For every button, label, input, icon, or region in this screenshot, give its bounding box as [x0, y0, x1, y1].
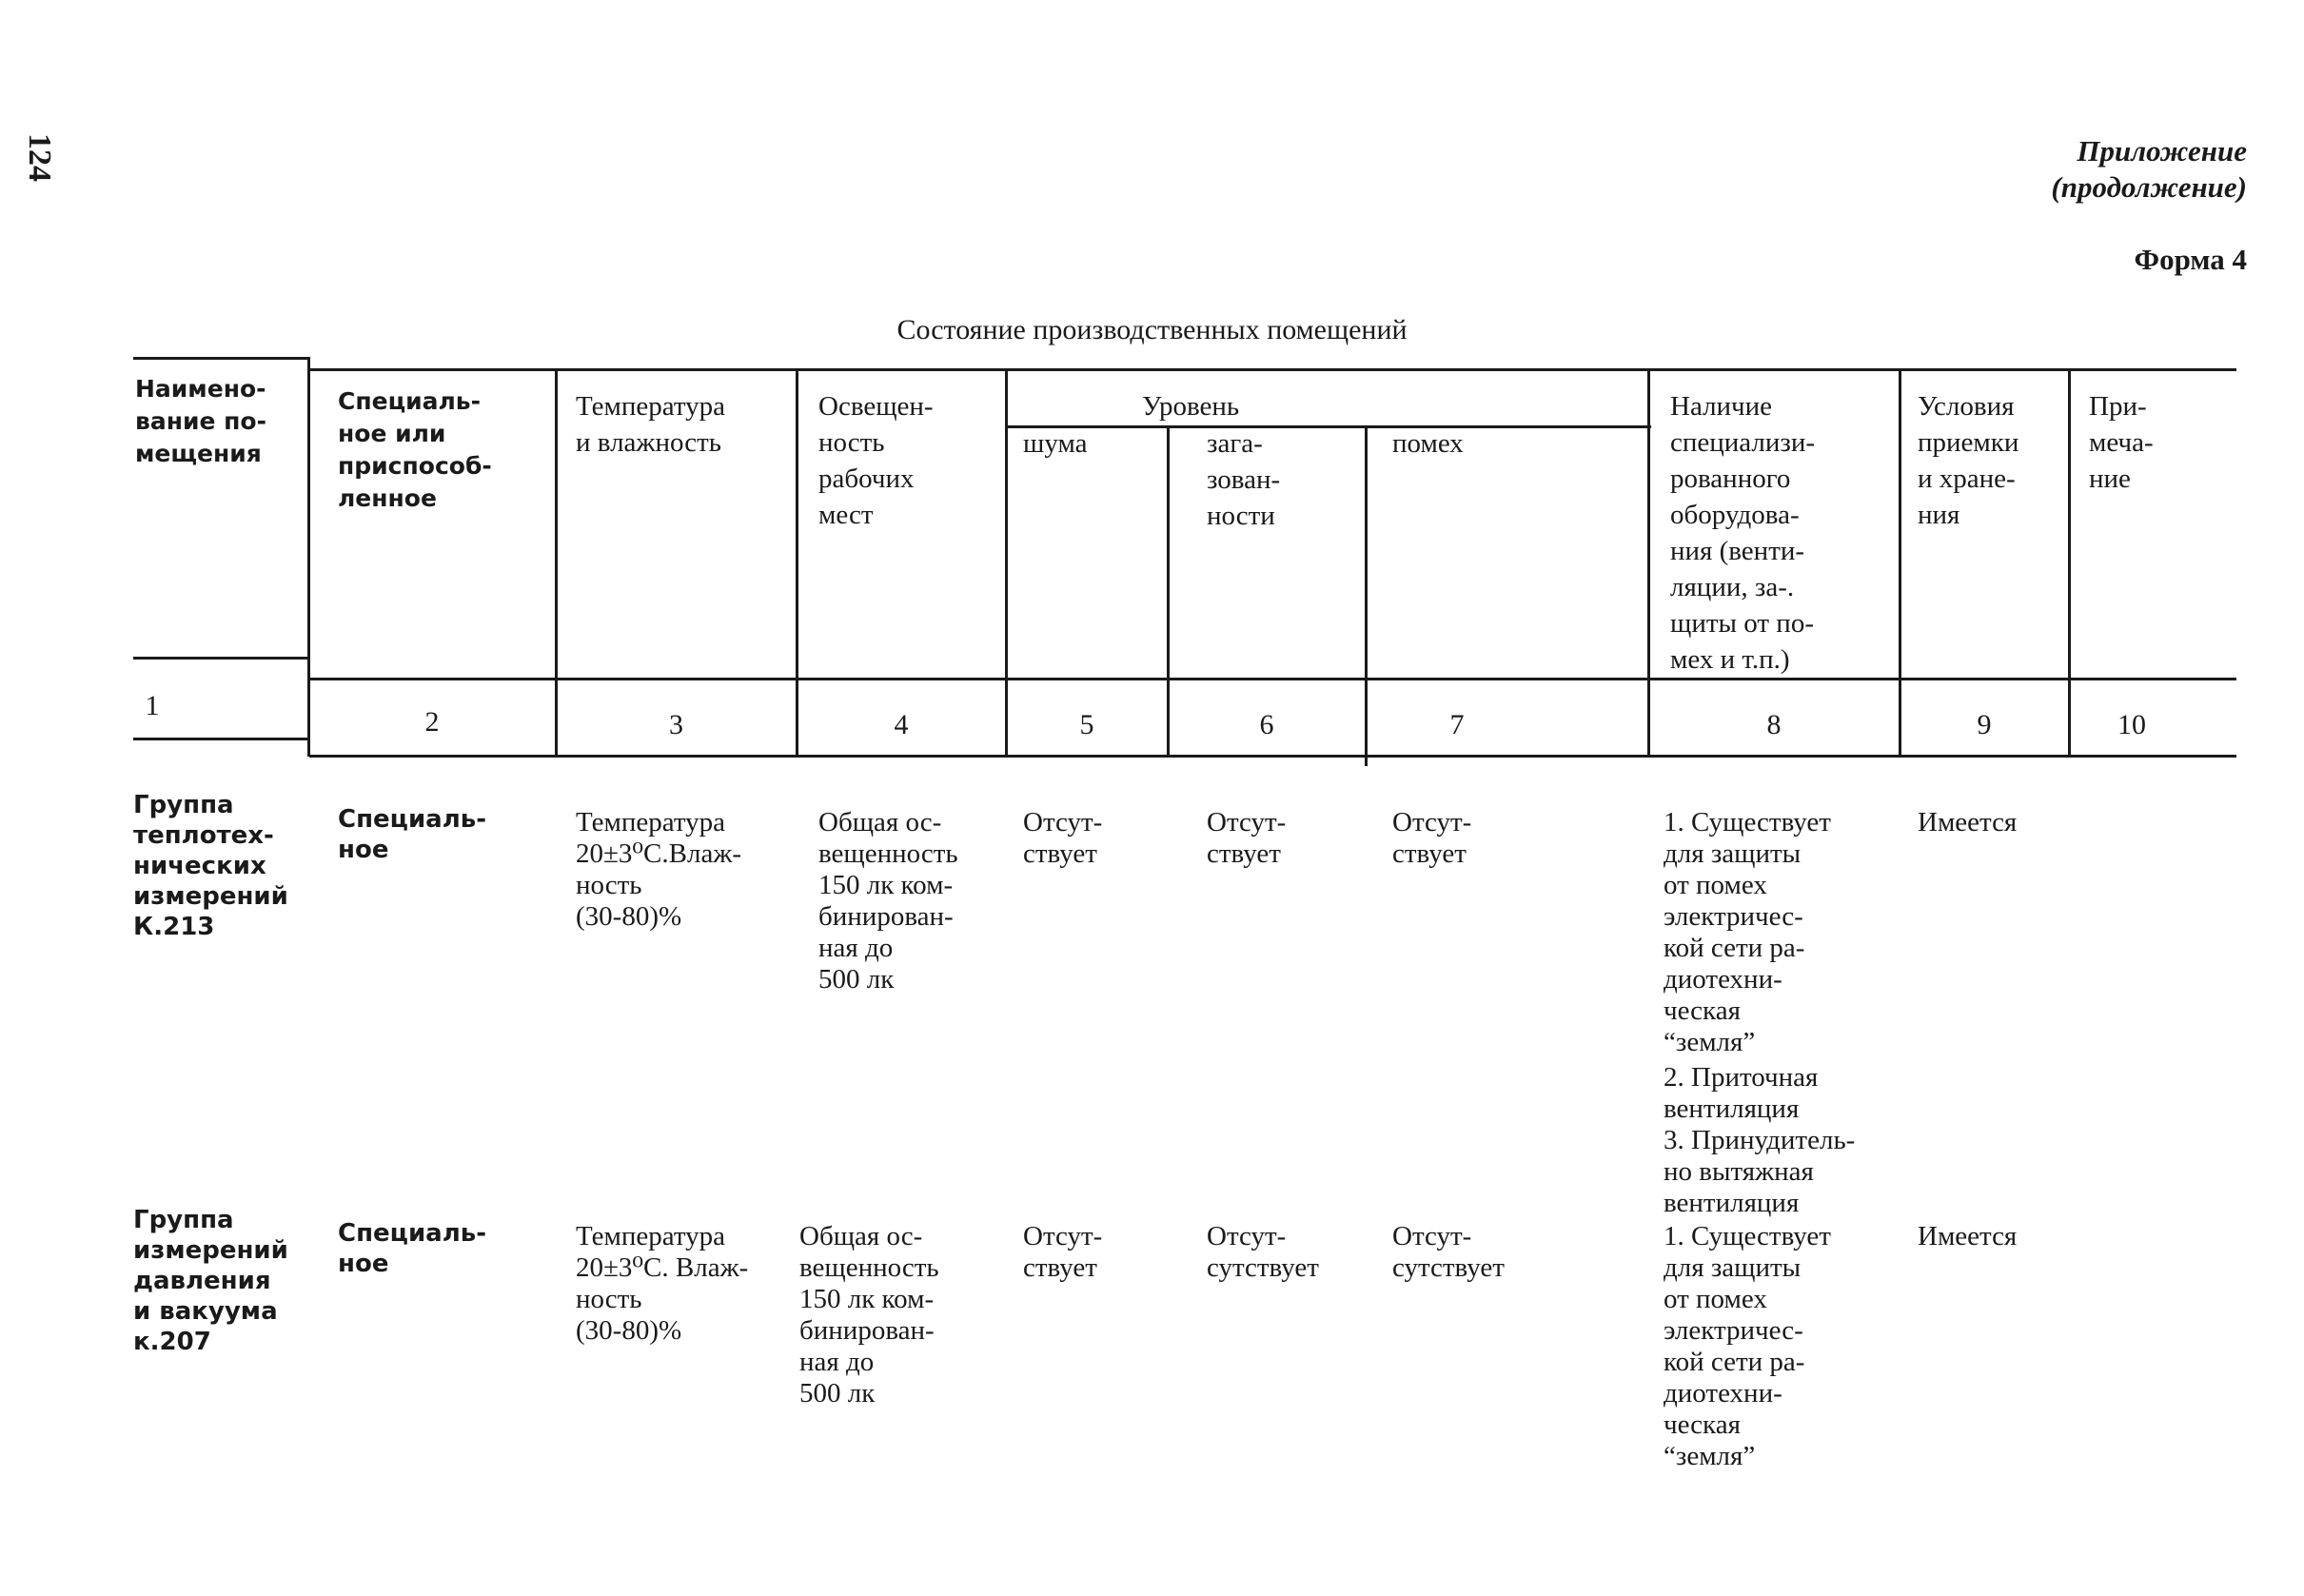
- cell-room-type: Специаль- ное: [338, 1219, 486, 1278]
- col-divider-7: [1647, 368, 1650, 755]
- header-interference: помех: [1392, 428, 1464, 459]
- column-number: 10: [2117, 709, 2146, 740]
- cell-equipment-item: 3. Принудитель- но вытяжная вентиляция: [1664, 1125, 1856, 1218]
- column-number: 6: [1259, 709, 1274, 740]
- cell-pollution: Отсут- ствует: [1207, 807, 1287, 869]
- cell-noise: Отсут- ствует: [1023, 807, 1103, 869]
- form-label: Форма 4: [2134, 243, 2247, 276]
- header-equipment: Наличие специализи- рованного оборудова- ния (венти- ляции, за-. щиты от по- мех и т.п.): [1670, 391, 1816, 675]
- header-room-name: Наимено- вание по- мещения: [135, 375, 266, 467]
- rule-top-left: [133, 357, 309, 360]
- rule-nums: [309, 755, 2236, 758]
- cell-temperature: Температура 20±3⁰С.Влаж- ность (30-80)%: [576, 807, 742, 932]
- page-number: 124: [22, 133, 57, 182]
- cell-noise: Отсут- ствует: [1023, 1221, 1103, 1283]
- header-room-type: Специаль- ное или приспособ- ленное: [338, 387, 492, 512]
- column-number: 2: [424, 706, 440, 738]
- cell-interference: Отсут- ствует: [1392, 807, 1472, 869]
- cell-equipment-item: 1. Существует для защиты от помех электричес- кой сети ра- диотехни- ческая “земля”: [1664, 807, 1831, 1057]
- column-number: 8: [1766, 709, 1782, 740]
- rule-header: [309, 678, 2236, 680]
- col-divider-8: [1899, 368, 1901, 755]
- cell-room-name: Группа измерений давления и вакуума к.207: [133, 1206, 288, 1356]
- column-number: 4: [894, 709, 909, 740]
- cell-conditions: Имеется: [1918, 807, 2018, 837]
- col-divider-5: [1167, 425, 1170, 755]
- col-divider-2: [555, 368, 558, 755]
- header-noise: шума: [1023, 428, 1088, 459]
- col-divider-1: [307, 357, 310, 757]
- rule-top: [309, 368, 2236, 371]
- column-number: 5: [1079, 709, 1094, 740]
- cell-equipment-item: 1. Существует для защиты от помех электричес- кой сети ра- диотехни- ческая “земля”: [1664, 1221, 1831, 1471]
- cell-lighting: Общая ос- вещенность 150 лк ком- бинирован- ная до 500 лк: [818, 807, 958, 995]
- appendix-label: Приложение (продолжение): [2051, 134, 2247, 204]
- column-number: 3: [669, 709, 683, 740]
- col-divider-4: [1005, 368, 1008, 755]
- cell-lighting: Общая ос- вещенность 150 лк ком- бинирован- ная до 500 лк: [799, 1221, 939, 1409]
- cell-pollution: Отсут- сутствует: [1207, 1221, 1319, 1283]
- table-title: Состояние производственных помещений: [896, 314, 1408, 345]
- header-temperature: Температура и влажность: [576, 391, 726, 458]
- header-notes: При- меча- ние: [2089, 391, 2154, 494]
- header-conditions: Условия приемки и хране- ния: [1918, 391, 2019, 530]
- col-divider-3: [796, 368, 798, 755]
- column-number: 7: [1449, 709, 1465, 740]
- cell-room-name: Группа теплотех- нических измерений К.213: [133, 791, 288, 941]
- header-lighting: Освещен- ность рабочих мест: [818, 391, 934, 530]
- header-level: Уровень: [1142, 391, 1240, 422]
- rule-nums-left: [133, 738, 309, 740]
- rule-header-left: [133, 657, 309, 660]
- cell-interference: Отсут- сутствует: [1392, 1221, 1505, 1283]
- rule-level: [1007, 425, 1651, 428]
- header-pollution: зага- зован- ности: [1207, 428, 1281, 531]
- column-number: 9: [1977, 709, 1992, 740]
- cell-temperature: Температура 20±3⁰С. Влаж- ность (30-80)%: [576, 1221, 749, 1346]
- col-divider-9: [2068, 368, 2071, 755]
- cell-conditions: Имеется: [1918, 1221, 2018, 1251]
- cell-room-type: Специаль- ное: [338, 805, 486, 864]
- column-number: 1: [145, 690, 160, 721]
- cell-equipment-item: 2. Приточная вентиляция: [1664, 1062, 1819, 1124]
